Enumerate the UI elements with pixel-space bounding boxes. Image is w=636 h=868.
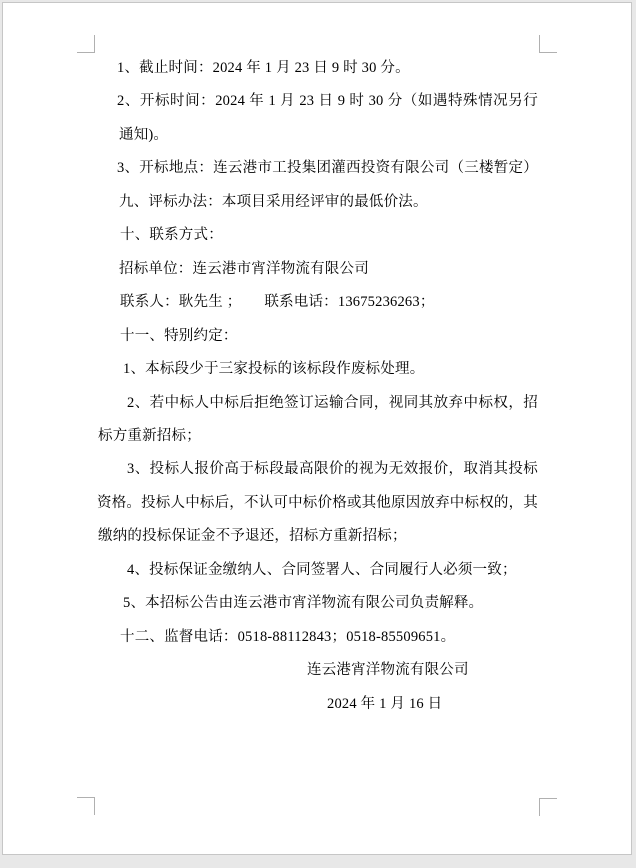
document-line: 招标单位：连云港市宵洋物流有限公司 [119,260,369,277]
document-line: 资格。投标人中标后，不认可中标价格或其他原因放弃中标权的，其 [97,494,538,511]
document-line: 标方重新招标； [98,427,201,444]
document-line: 4、投标保证金缴纳人、合同签署人、合同履行人必须一致； [127,561,517,578]
document-line: 5、本招标公告由连云港市宵洋物流有限公司负责解释。 [123,595,484,612]
margin-mark-bottom-left [77,797,95,815]
document-line: 联系人：耿先生 ； 联系电话：13675236263； [120,294,435,311]
document-line: 通知)。 [119,126,169,143]
margin-mark-top-left [77,35,95,53]
document-page [2,2,632,855]
document-line: 2、开标时间：2024 年 1 月 23 日 9 时 30 分（如遇特殊情况另行 [117,93,538,110]
document-line: 2024 年 1 月 16 日 [327,695,443,712]
document-line: 3、开标地点：连云港市工投集团灌西投资有限公司（三楼暂定） [117,160,538,177]
margin-mark-top-right [539,35,557,53]
margin-mark-bottom-right [539,798,557,816]
document-line: 九、评标办法：本项目采用经评审的最低价法。 [119,193,428,210]
document-line: 十、联系方式： [120,227,223,244]
document-line: 连云港宵洋物流有限公司 [307,662,469,679]
document-line: 缴纳的投标保证金不予退还，招标方重新招标； [98,528,407,545]
document-line: 3、投标人报价高于标段最高限价的视为无效报价，取消其投标 [127,461,538,478]
document-line: 1、本标段少于三家投标的该标段作废标处理。 [123,361,425,378]
document-body [97,52,538,721]
document-line: 十一、特别约定： [120,327,238,344]
document-line: 2、若中标人中标后拒绝签订运输合同，视同其放弃中标权，招 [127,394,538,411]
document-line: 十二、监督电话：0518-88112843；0518-85509651。 [120,628,456,645]
document-line: 1、截止时间：2024 年 1 月 23 日 9 时 30 分。 [117,60,410,76]
